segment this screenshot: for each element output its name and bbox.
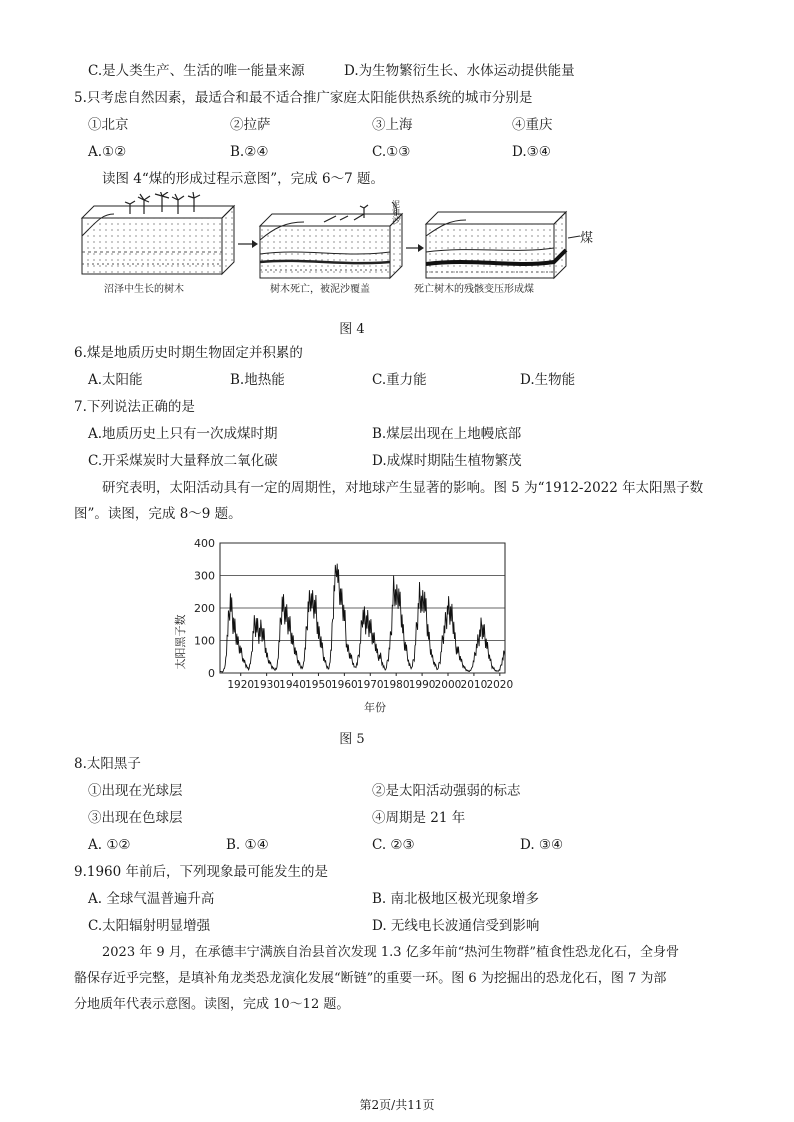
fig5-caption: 图 5 (339, 732, 365, 747)
label-swamp-trees: 沼泽中生长的树木 (104, 284, 184, 295)
q7-option-b: B.煤层出现在上地幔底部 (372, 426, 522, 442)
intro-q10-line2: 骼保存近乎完整，是填补角龙类恐龙演化发展“断链”的重要一环。图 6 为挖掘出的恐龙化石，图 7 为部 (74, 971, 667, 986)
x-tick-label: 1930 (253, 679, 281, 691)
q5-item-2: ②拉萨 (230, 117, 271, 133)
q8-item-3: ③出现在色球层 (88, 810, 183, 826)
figure-5-sunspot-chart (160, 532, 530, 718)
q8-item-1: ①出现在光球层 (88, 783, 183, 799)
intro-fig5-line1: 研究表明，太阳活动具有一定的周期性，对地球产生显著的影响。图 5 为“1912-2022 年太阳黑子数 (102, 480, 704, 496)
coal-label: 煤 (580, 231, 594, 246)
figure-4-coal-formation (74, 192, 594, 300)
arrow-right-icon (238, 240, 258, 248)
y-tick-label: 0 (208, 667, 215, 680)
q8-item-4: ④周期是 21 年 (372, 810, 466, 826)
q7-option-c: C.开采煤炭时大量释放二氧化碳 (88, 453, 278, 469)
q6-option-d: D.生物能 (520, 372, 576, 388)
fig4-caption: 图 4 (339, 322, 365, 337)
q5-option-a: A.①② (88, 144, 127, 160)
y-tick-label: 400 (194, 537, 215, 550)
x-tick-label: 1920 (227, 679, 255, 691)
q9-option-d: D. 无线电长波通信受到影响 (372, 918, 540, 934)
q7-option-d: D.成煤时期陆生植物繁茂 (372, 453, 522, 469)
label-trees-buried: 树木死亡，被泥沙覆盖 (270, 284, 370, 295)
q5-item-3: ③上海 (372, 117, 413, 133)
x-tick-label: 1950 (305, 679, 332, 691)
q8-option-b: B. ①④ (226, 837, 269, 853)
x-tick-label: 2000 (434, 679, 462, 691)
x-tick-label: 1940 (279, 679, 306, 691)
q6-stem: 6.煤是地质历史时期生物固定并积累的 (74, 345, 303, 361)
q8-option-d: D. ③④ (520, 837, 564, 853)
intro-q10-line1: 2023 年 9 月，在承德丰宁满族自治县首次发现 1.3 亿多年前“热河生物群”植食性恐龙化石，全身骨 (102, 945, 679, 960)
y-axis-label: 太阳黑子数 (174, 614, 187, 670)
arrow-right-icon (406, 244, 424, 252)
q5-option-c: C.①③ (372, 144, 411, 160)
q6-option-c: C.重力能 (372, 372, 427, 388)
sunspot-series-line (220, 564, 505, 672)
intro-q10-line3: 分地质年代表示意图。读图，完成 10～12 题。 (74, 997, 350, 1012)
q5-option-b: B.②④ (230, 144, 269, 160)
intro-fig5-line2: 图”。读图，完成 8～9 题。 (74, 506, 242, 522)
q9-option-b: B. 南北极地区极光现象增多 (372, 891, 540, 907)
q7-option-a: A.地质历史上只有一次成煤时期 (88, 426, 278, 442)
q9-option-c: C.太阳辐射明显增强 (88, 918, 211, 934)
block-coal-layer (426, 212, 580, 278)
page-footer: 第2页/共11页 (359, 1098, 435, 1112)
q9-option-a: A. 全球气温普遍升高 (88, 891, 215, 907)
q4-option-c: C.是人类生产、生活的唯一能量来源 (88, 63, 305, 79)
q5-stem: 5.只考虑自然因素，最适合和最不适合推广家庭太阳能供热系统的城市分别是 (74, 90, 533, 106)
q5-item-1: ①北京 (88, 117, 129, 133)
x-tick-label: 1960 (330, 679, 358, 691)
y-tick-label: 100 (194, 634, 215, 648)
block-buried-trees (248, 202, 402, 278)
block-swamp-trees (82, 192, 234, 274)
q6-option-a: A.太阳能 (88, 372, 143, 388)
x-tick-label: 1990 (408, 679, 436, 691)
y-tick-label: 300 (194, 569, 215, 583)
q6-option-b: B.地热能 (230, 372, 285, 388)
q5-item-4: ④重庆 (512, 117, 553, 133)
q9-stem: 9.1960 年前后，下列现象最可能发生的是 (74, 864, 329, 880)
mud-sand-label: 泥和沙 (391, 200, 401, 224)
x-tick-label: 1970 (356, 679, 384, 691)
q8-option-c: C. ②③ (372, 837, 415, 853)
q5-option-d: D.③④ (512, 144, 551, 160)
x-tick-label: 1980 (382, 679, 410, 691)
intro-fig4: 读图 4“煤的形成过程示意图”，完成 6～7 题。 (102, 171, 384, 187)
q8-option-a: A. ①② (88, 837, 131, 853)
label-coal-formed: 死亡树木的残骸变压形成煤 (414, 284, 534, 295)
y-tick-label: 200 (194, 602, 215, 615)
x-tick-label: 2020 (486, 679, 514, 691)
x-axis-label: 年份 (364, 701, 386, 714)
x-tick-label: 2010 (460, 679, 488, 691)
q7-stem: 7.下列说法正确的是 (74, 399, 195, 415)
q4-option-d: D.为生物繁衍生长、水体运动提供能量 (344, 63, 575, 79)
q8-item-2: ②是太阳活动强弱的标志 (372, 783, 521, 799)
q8-stem: 8.太阳黑子 (74, 756, 141, 772)
